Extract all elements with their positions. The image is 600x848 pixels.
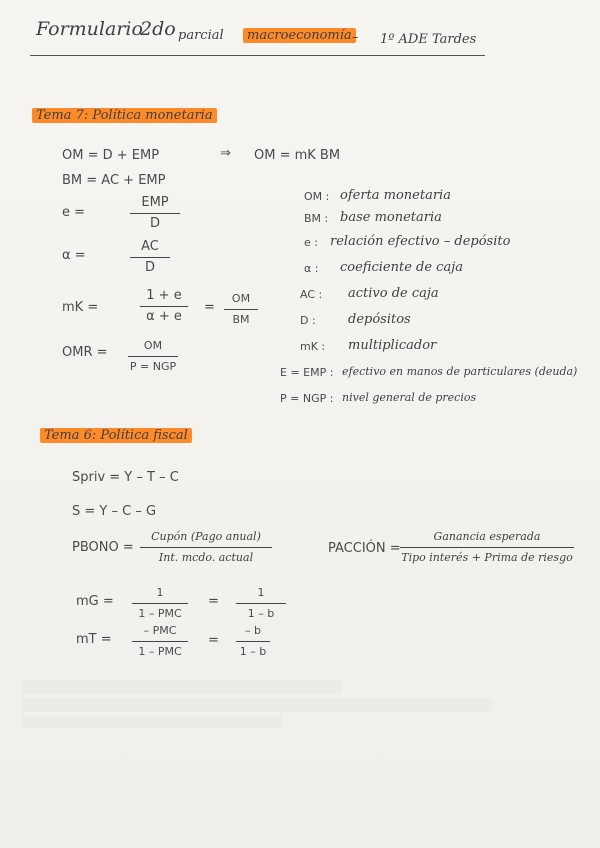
eq-mg-equals: = [208,594,219,609]
subject-highlight: macroeconomía [243,28,356,43]
section-heading-tema7: Tema 7: Política monetaria [32,108,217,123]
eq-pbono-lhs: PBONO = [72,540,134,555]
eq-om-multiplier: OM = mK BM [254,148,341,163]
eq-s: S = Y – C – G [72,504,157,519]
eq-mt-fraction: – PMC 1 – PMC [132,623,188,660]
notebook-page: Formulario 2do parcial macroeconomía – 1º ADE Tardes Tema 7: Política monetaria OM = D + EMP ⇒ OM = mK BM BM = AC + EMP e = EMP D α = AC D mK = 1 + e α + e = OM BM OMR = OM P = NGP OM : oferta monetaria BM : base monetaria e : relación efectivo – depósito α : coeficiente de caja AC : activo de caja D : depósitos mK : multiplicador E = EMP : efectivo en manos de particulares (deuda) P = NGP : nivel general de precios Tema 6: Política fiscal Spriv = Y – T – C S = Y – C – G PBONO = Cupón (Pago anual) Int. mcdo. actual PACCIÓN = Ganancia esperada Tipo interés + Prima de riesgo mG = 1 1 – PMC = 1 1 – b mT = – PMC 1 – PMC = – b 1 – b [0,0,600,848]
eq-om: OM = D + EMP [62,148,160,163]
eq-e-fraction: EMP D [130,195,180,232]
eq-mk-fraction: 1 + e α + e [140,288,188,325]
eq-e-lhs: e = [62,205,86,220]
eq-mk-equals: = [204,300,215,315]
exam-type: parcial [178,28,224,43]
eq-mg-lhs: mG = [76,594,114,609]
eq-mg-fraction: 1 1 – PMC [132,585,188,622]
eq-mt-lhs: mT = [76,632,112,647]
exam-number: 2do [140,18,176,40]
redacted-area [22,680,342,694]
redacted-area [22,698,492,712]
eq-mk-lhs: mK = [62,300,99,315]
course-label: 1º ADE Tardes [380,32,477,47]
eq-mt-equals: = [208,633,219,648]
section-heading-tema6: Tema 6: Política fiscal [40,428,192,443]
eq-mg-fraction-2: 1 1 – b [236,585,286,622]
eq-pbono-fraction: Cupón (Pago anual) Int. mcdo. actual [140,529,272,566]
eq-mt-fraction-2: – b 1 – b [236,623,270,660]
eq-paccion-fraction: Ganancia esperada Tipo interés + Prima de riesgo [401,530,573,564]
eq-alpha-fraction: AC D [130,239,170,276]
eq-omr-fraction: OM P = NGP [129,339,177,373]
eq-mk-fraction-2: OM BM [224,291,258,328]
eq-alpha-lhs: α = [62,248,86,263]
header-dash: – [352,30,359,45]
eq-s-priv: Spriv = Y – T – C [72,470,179,485]
page-title: Formulario [36,18,143,40]
eq-paccion-lhs: PACCIÓN = [328,541,401,556]
eq-omr-lhs: OMR = [62,345,108,360]
header-underline [30,55,485,56]
eq-bm: BM = AC + EMP [62,173,166,188]
subject-label [243,28,356,43]
redacted-area [22,716,282,728]
implies-arrow: ⇒ [220,146,231,161]
